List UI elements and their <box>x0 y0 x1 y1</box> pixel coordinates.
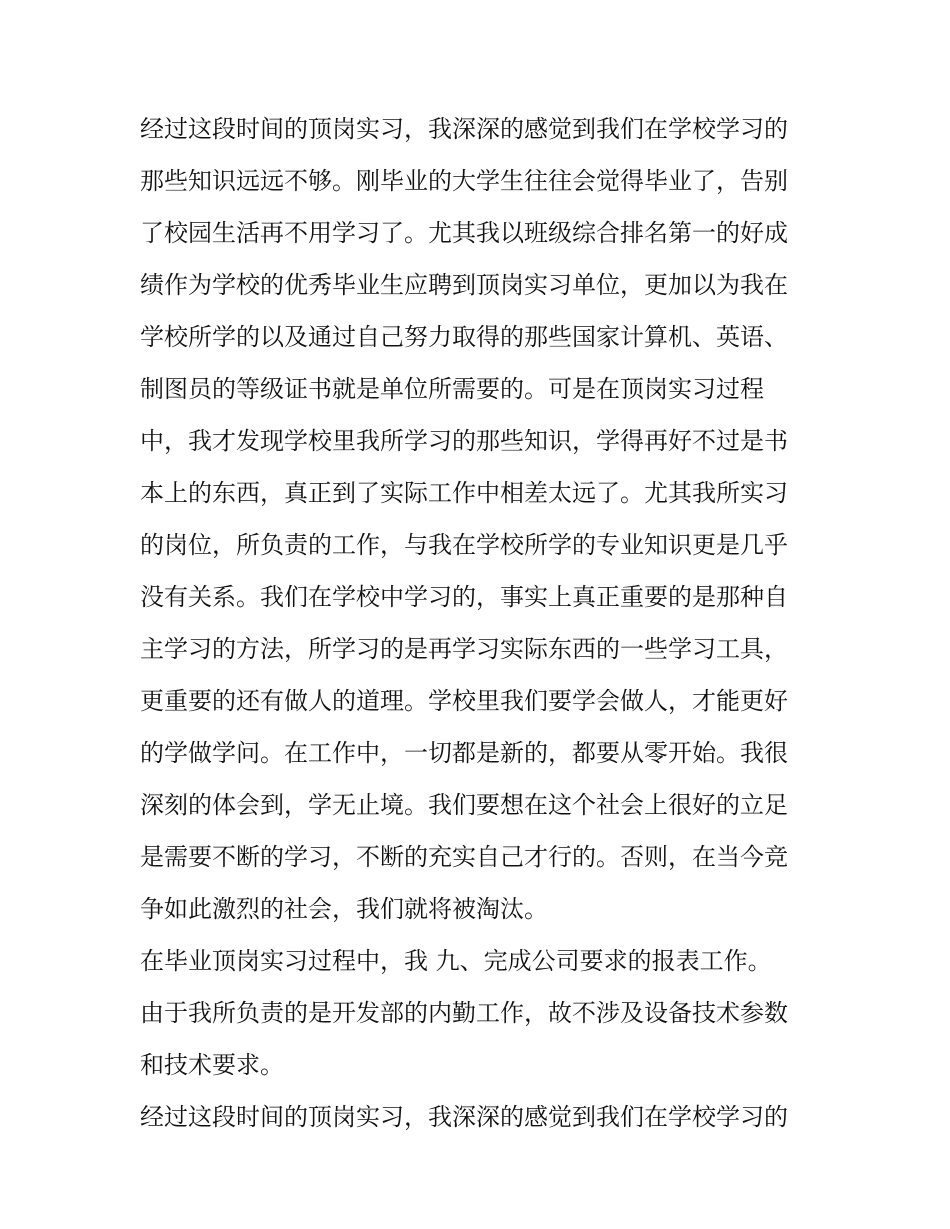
text-line: 绩作为学校的优秀毕业生应聘到顶岗实习单位，更加以为我在 <box>140 271 788 299</box>
text-line: 主学习的方法，所学习的是再学习实际东西的一些学习工具， <box>140 635 788 663</box>
text-line: 是需要不断的学习，不断的充实自己才行的。否则，在当今竞 <box>140 843 788 871</box>
text-line: 在毕业顶岗实习过程中，我 九、完成公司要求的报表工作。 <box>140 947 772 975</box>
text-line: 更重要的还有做人的道理。学校里我们要学会做人，才能更好 <box>140 687 788 715</box>
text-line: 由于我所负责的是开发部的内勤工作，故不涉及设备技术参数 <box>140 999 788 1027</box>
text-line: 的学做学问。在工作中，一切都是新的，都要从零开始。我很 <box>140 739 788 767</box>
text-line: 了校园生活再不用学习了。尤其我以班级综合排名第一的好成 <box>140 219 788 247</box>
text-line: 制图员的等级证书就是单位所需要的。可是在顶岗实习过程 <box>140 375 764 403</box>
text-line: 那些知识远远不够。刚毕业的大学生往往会觉得毕业了，告别 <box>140 167 788 195</box>
text-line: 经过这段时间的顶岗实习，我深深的感觉到我们在学校学习的 <box>140 115 788 143</box>
text-line: 本上的东西，真正到了实际工作中相差太远了。尤其我所实习 <box>140 479 788 507</box>
text-line: 学校所学的以及通过自己努力取得的那些国家计算机、英语、 <box>140 323 788 351</box>
text-line: 深刻的体会到，学无止境。我们要想在这个社会上很好的立足 <box>140 791 788 819</box>
text-line: 经过这段时间的顶岗实习，我深深的感觉到我们在学校学习的 <box>140 1103 788 1131</box>
text-line: 争如此激烈的社会，我们就将被淘汰。 <box>140 895 548 923</box>
text-line: 的岗位，所负责的工作，与我在学校所学的专业知识更是几乎 <box>140 531 788 559</box>
text-line: 中，我才发现学校里我所学习的那些知识，学得再好不过是书 <box>140 427 788 455</box>
text-line: 没有关系。我们在学校中学习的，事实上真正重要的是那种自 <box>140 583 788 611</box>
text-line: 和技术要求。 <box>140 1051 284 1079</box>
